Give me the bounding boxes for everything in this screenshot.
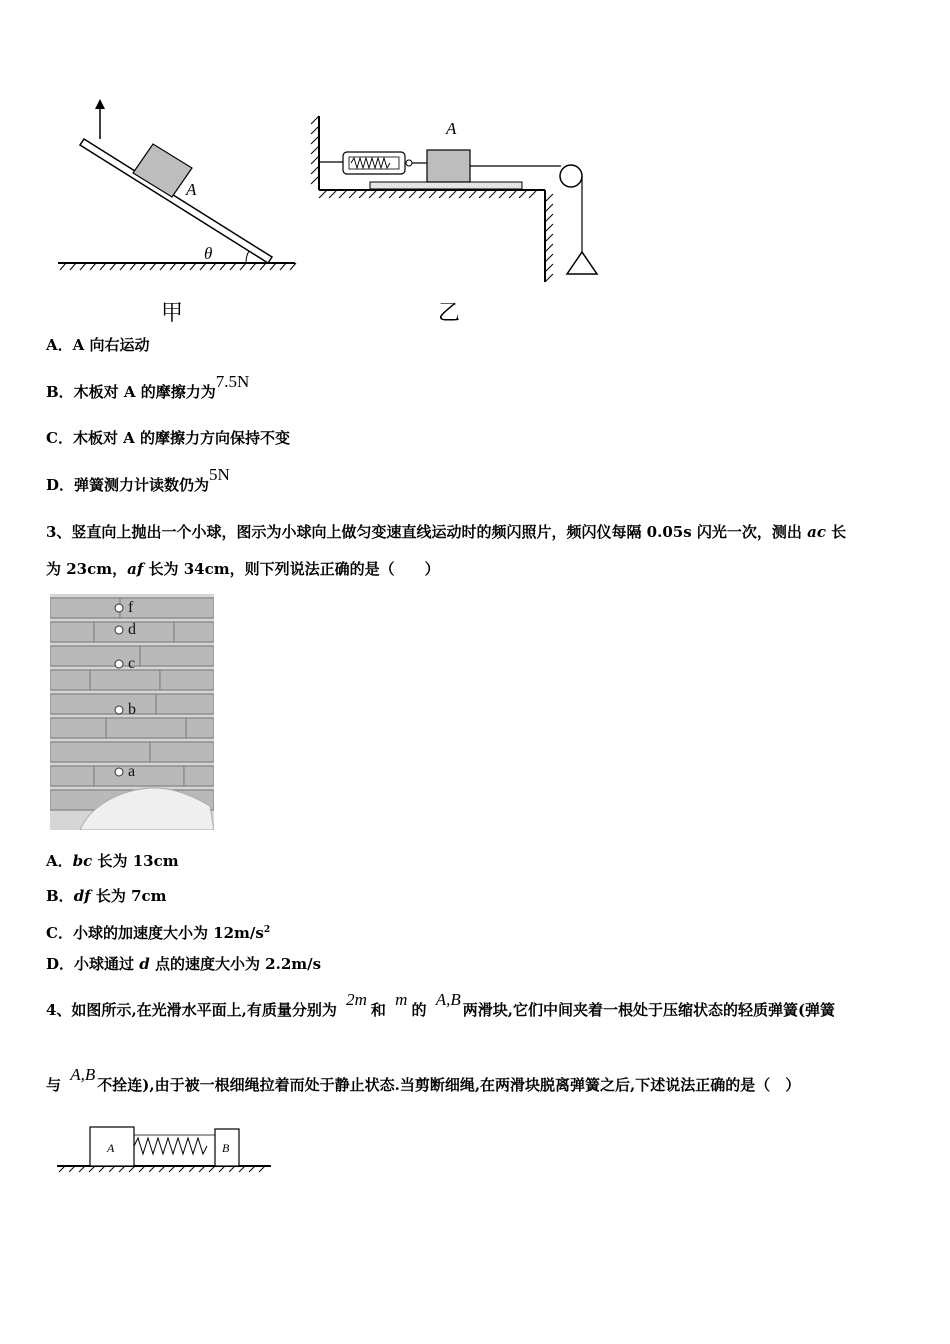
q4-stem-line1	[46, 990, 836, 1020]
figure-jia	[50, 95, 300, 325]
q2-option-d-math: 5N	[209, 465, 230, 484]
q4-de: 的	[411, 1001, 427, 1019]
q3-stem-line2	[46, 559, 440, 579]
jia-caption: 甲	[161, 301, 184, 326]
q3-a-prefix: A．	[46, 852, 73, 870]
q3-b-prefix: B．	[46, 887, 74, 905]
q3-stem-line1	[46, 522, 846, 542]
q3-line1-tail: 长	[825, 523, 847, 541]
q2-option-a: A．A 向右运动	[46, 336, 150, 354]
strobe-label-a: a	[128, 763, 136, 780]
q3-a-var: bc	[72, 852, 93, 870]
q3-c-text: C．小球的加速度大小为 12m/s	[46, 924, 264, 942]
q2-option-b-text: B．木板对 A 的摩擦力为	[46, 383, 216, 401]
figure-yi	[305, 110, 605, 290]
q2-option-c: C．木板对 A 的摩擦力方向保持不变	[46, 429, 291, 447]
strobe-label-d: d	[128, 621, 136, 638]
strobe-label-b: b	[128, 701, 136, 718]
q4-m1: 2m	[346, 990, 367, 1009]
q2-option-b-math: 7.5N	[215, 372, 250, 391]
strobe-label-c: c	[128, 655, 136, 672]
figure-sliders	[55, 1122, 275, 1178]
q2-option-b	[46, 372, 250, 402]
q3-option-d	[46, 954, 321, 974]
q3-line2-text: 为 23cm，	[46, 560, 128, 578]
strobe-label-f: f	[128, 599, 134, 616]
strobe-photo	[50, 594, 214, 830]
q3-b-rest: 长为 7cm	[90, 887, 167, 905]
q4-and: 和	[370, 1001, 386, 1019]
q4-ab2: A,B	[70, 1065, 96, 1084]
q4-line1-text: 4、如图所示,在光滑水平面上,有质量分别为	[46, 1001, 337, 1019]
q3-a-rest: 长为 13cm	[92, 852, 179, 870]
q3-d-rest: 点的速度大小为 2.2m/s	[149, 955, 322, 973]
q2-option-d-text: D．弹簧测力计读数仍为	[46, 476, 210, 494]
yi-block-label: A	[446, 119, 457, 138]
q3-line1-text: 3、竖直向上抛出一个小球，图示为小球向上做匀变速直线运动时的频闪照片，频闪仪每隔 0.05s 闪光一次，测出	[46, 523, 808, 541]
q3-line1-var: ac	[807, 523, 826, 541]
jia-angle-label: θ	[204, 244, 213, 263]
q3-option-b	[46, 886, 167, 906]
q4-ab: A,B	[435, 990, 461, 1009]
q3-b-var: df	[73, 887, 91, 905]
slider-block-a: A	[107, 1141, 115, 1155]
q4-line2-text: 与	[46, 1076, 62, 1094]
yi-caption: 乙	[438, 301, 461, 326]
q3-option-a	[46, 851, 179, 871]
q3-d-var: d	[139, 955, 150, 973]
q3-line2-var: af	[127, 560, 144, 578]
q4-line1-tail: 两滑块,它们中间夹着一根处于压缩状态的轻质弹簧(弹簧	[462, 1001, 836, 1019]
q3-line2-tail: 长为 34cm，则下列说法正确的是（ ）	[143, 560, 440, 578]
q4-m2: m	[395, 990, 408, 1009]
jia-block-label: A	[186, 180, 197, 199]
q4-stem-line2	[46, 1065, 801, 1095]
q2-option-d	[46, 465, 230, 495]
q4-line2-tail: 不拴连),由于被一根细绳拉着而处于静止状态.当剪断细绳,在两滑块脱离弹簧之后,下述说法正确的是（ ）	[97, 1076, 801, 1094]
q3-c-sup: 2	[263, 925, 271, 935]
slider-block-b: B	[222, 1141, 230, 1155]
q3-d-prefix: D．小球通过	[46, 955, 140, 973]
q3-option-c	[46, 920, 270, 943]
